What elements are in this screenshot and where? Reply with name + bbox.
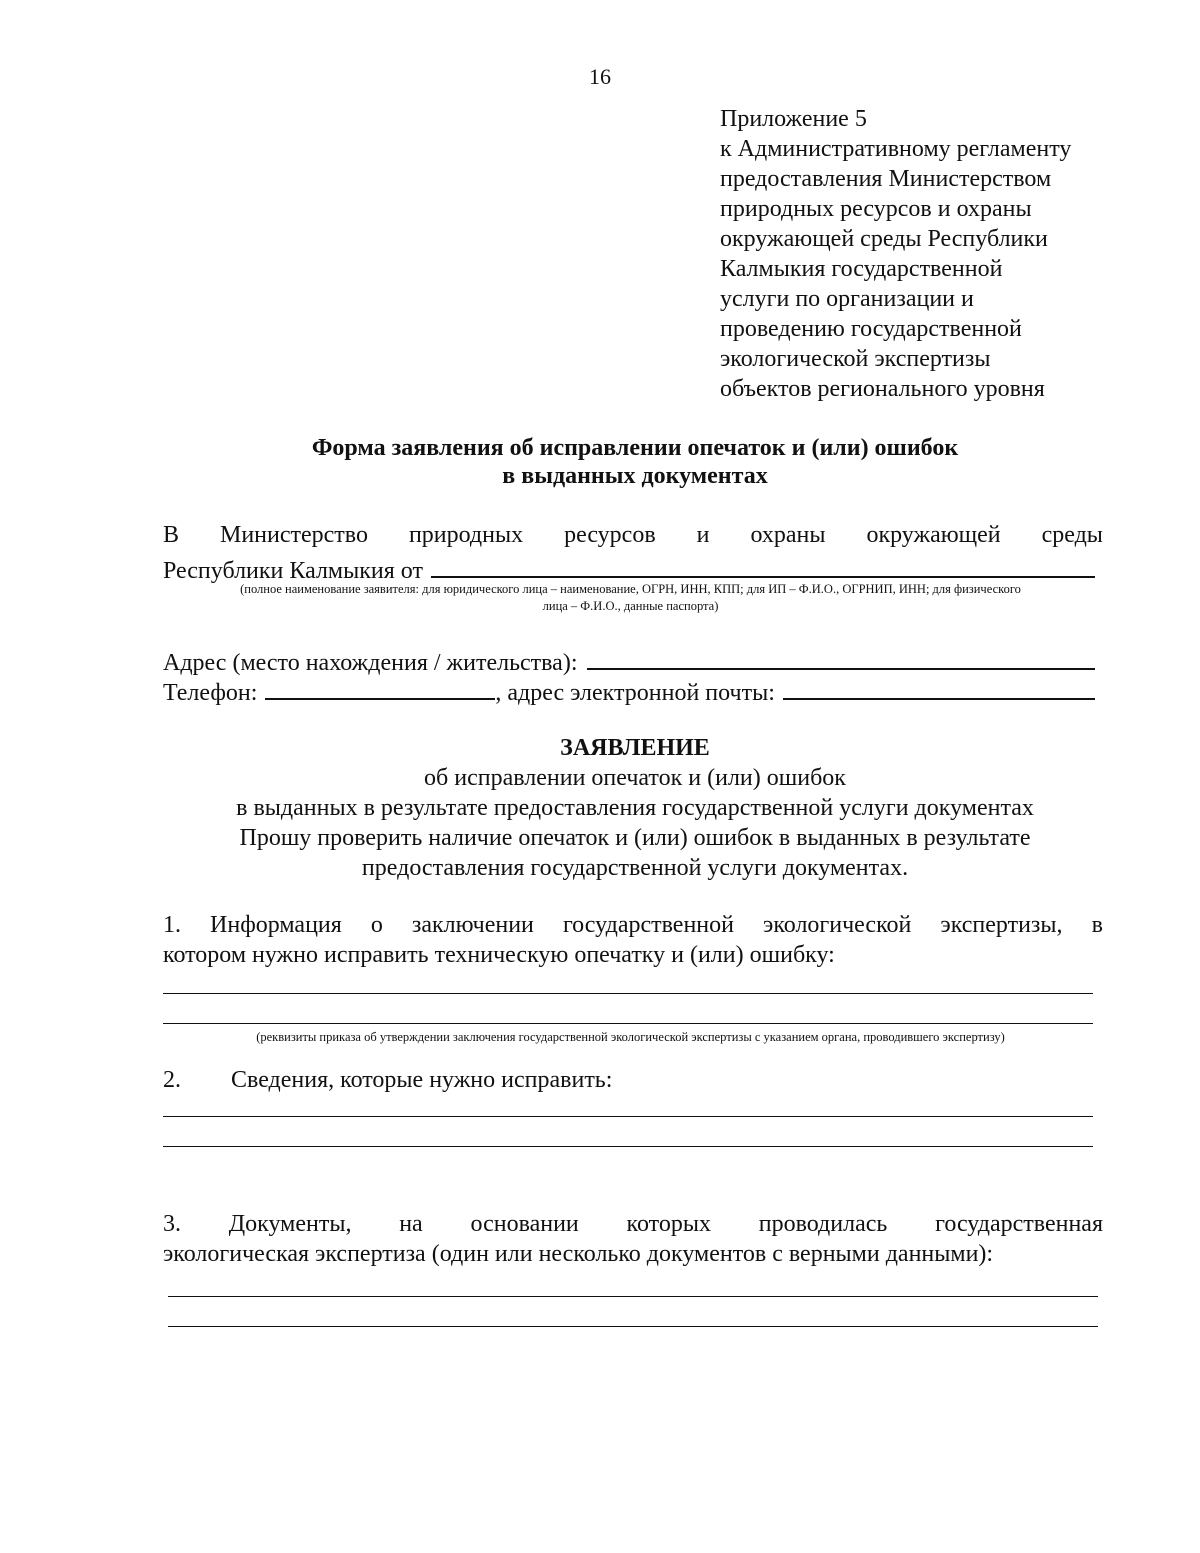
form-title-line2: в выданных документах (502, 463, 768, 489)
addressee-word: среды (1041, 522, 1103, 548)
item3-word: основании (470, 1211, 579, 1237)
phone-label: Телефон: (163, 680, 258, 706)
item3-word: на (399, 1211, 423, 1237)
appendix-block (720, 104, 1190, 404)
addressee-line1 (163, 522, 1103, 549)
item3-word: государственная (935, 1211, 1103, 1237)
email-label: , адрес электронной почты: (495, 680, 775, 706)
item1-line1 (163, 912, 1103, 939)
applicant-name-hint (163, 581, 1098, 615)
appendix-line: Приложение 5 (720, 106, 867, 132)
statement-block (130, 733, 1140, 883)
applicant-hint-line1: (полное наименование заявителя: для юридического лица – наименование, ОГРН, ИНН, КПП; для ИП – Ф.И.О., ОГРНИП, ИНН; для физического (240, 582, 1021, 596)
address-field[interactable] (587, 646, 1095, 670)
item3-line2: экологическая экспертиза (один или несколько документов с верными данными): (163, 1241, 994, 1267)
addressee-word: Министерство (219, 522, 368, 548)
addressee-word: и (696, 522, 710, 548)
phone-email-row (163, 676, 1095, 707)
item1-hint: (реквизиты приказа об утверждении заключения государственной экологической экспертизы с указанием органа, проводившего экспертизу) (256, 1030, 1005, 1044)
item2-blank-line-2[interactable] (163, 1146, 1093, 1147)
phone-field[interactable] (265, 676, 495, 700)
item3-blank-line-1[interactable] (168, 1296, 1098, 1297)
appendix-line: окружающей среды Республики (720, 226, 1048, 252)
item3-blank-line-2[interactable] (168, 1326, 1098, 1327)
appendix-line: экологической экспертизы (720, 346, 991, 372)
item1-word: экспертизы, (940, 912, 1063, 938)
item1-word: о (370, 912, 383, 938)
address-label: Адрес (место нахождения / жительства): (163, 650, 578, 676)
addressee-word: окружающей (866, 522, 1001, 548)
item2-line (163, 1067, 1103, 1094)
item3-number: 3. (163, 1211, 181, 1237)
item3-line1 (163, 1211, 1103, 1238)
item1-word: государственной (562, 912, 734, 938)
item2-text: Сведения, которые нужно исправить: (231, 1067, 613, 1093)
address-row (163, 646, 1095, 677)
item1-blank-line-2[interactable] (163, 1023, 1093, 1024)
statement-title: ЗАЯВЛЕНИЕ (560, 735, 710, 761)
addressee-word: охраны (750, 522, 826, 548)
item2-number: 2. (163, 1067, 181, 1093)
addressee-prefix: Республики Калмыкия от (163, 558, 423, 584)
statement-subtitle-2: в выданных в результате предоставления государственной услуги документах (236, 795, 1034, 821)
appendix-line: предоставления Министерством (720, 166, 1052, 192)
email-field[interactable] (783, 676, 1095, 700)
item1-line2: котором нужно исправить техническую опечатку и (или) ошибку: (163, 942, 835, 968)
item1-word: в (1091, 912, 1103, 938)
appendix-line: проведению государственной (720, 316, 1022, 342)
item1-word: Информация (210, 912, 342, 938)
item2-blank-line-1[interactable] (163, 1116, 1093, 1117)
item3-word: Документы, (228, 1211, 352, 1237)
appendix-line: объектов регионального уровня (720, 376, 1045, 402)
page-number: 16 (589, 64, 611, 89)
item3-word: проводилась (758, 1211, 888, 1237)
form-title-line1: Форма заявления об исправлении опечаток и (или) ошибок (311, 435, 959, 461)
statement-request-1: Прошу проверить наличие опечаток и (или) ошибок в выданных в результате (239, 825, 1031, 851)
addressee-word: В (163, 522, 180, 548)
item1-word: экологической (763, 912, 912, 938)
addressee-word: ресурсов (564, 522, 656, 548)
statement-subtitle-1: об исправлении опечаток и (или) ошибок (424, 765, 846, 791)
statement-request-2: предоставления государственной услуги документах. (361, 855, 909, 881)
appendix-line: к Административному регламенту (720, 136, 1072, 162)
item1-number: 1. (163, 912, 181, 938)
item1-word: заключении (411, 912, 534, 938)
item3-word: которых (626, 1211, 711, 1237)
appendix-line: природных ресурсов и охраны (720, 196, 1032, 222)
applicant-name-field[interactable] (431, 554, 1095, 578)
appendix-line: услуги по организации и (720, 286, 974, 312)
applicant-hint-line2: лица – Ф.И.О., данные паспорта) (542, 599, 719, 613)
appendix-line: Калмыкия государственной (720, 256, 1003, 282)
item1-blank-line-1[interactable] (163, 993, 1093, 994)
addressee-word: природных (408, 522, 524, 548)
form-title (130, 434, 1140, 490)
